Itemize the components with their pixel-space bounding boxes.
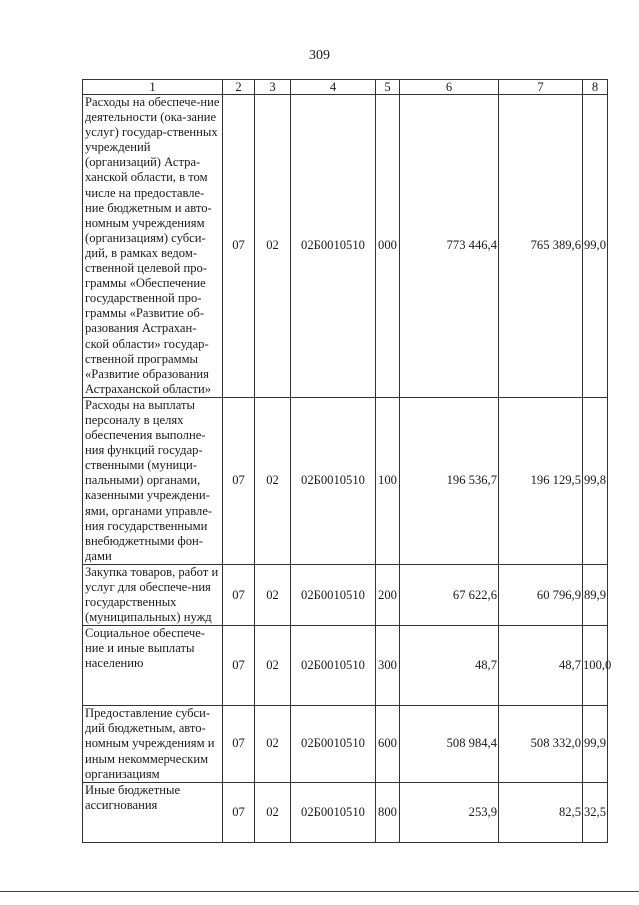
section-cell: 07 (223, 706, 255, 782)
percent-cell: 100,0 (583, 626, 608, 706)
header-cell-3: 3 (255, 80, 291, 95)
header-cell-2: 2 (223, 80, 255, 95)
bottom-rule (0, 891, 639, 892)
percent-cell: 99,9 (583, 706, 608, 782)
table-row (83, 626, 608, 706)
percent-cell: 89,9 (583, 564, 608, 625)
header-cell-1: 1 (83, 80, 223, 95)
planned-amount-cell: 253,9 (400, 782, 499, 842)
executed-amount-cell: 82,5 (499, 782, 583, 842)
header-cell-8: 8 (583, 80, 608, 95)
page-number: 309 (309, 48, 330, 63)
description-cell: Расходы на выплаты персоналу в целях обеспечения выполне-ния функций государ-ственными (муници-пальными) органами, казенными учреждени-ями, органами управле-ния государственными внебюджетными фон-дами (83, 397, 223, 564)
table-row (83, 706, 608, 782)
planned-amount-cell: 773 446,4 (400, 95, 499, 398)
executed-amount-cell: 60 796,9 (499, 564, 583, 625)
expense-type-cell: 300 (376, 626, 400, 706)
planned-amount-cell: 48,7 (400, 626, 499, 706)
percent-cell: 99,0 (583, 95, 608, 398)
planned-amount-cell: 508 984,4 (400, 706, 499, 782)
section-cell: 07 (223, 626, 255, 706)
executed-amount-cell: 48,7 (499, 626, 583, 706)
description-cell: Закупка товаров, работ и услуг для обеспече-ния государственных (муниципальных) нужд (83, 564, 223, 625)
header-cell-7: 7 (499, 80, 583, 95)
subsection-cell: 02 (255, 397, 291, 564)
target-article-cell: 02Б0010510 (291, 782, 376, 842)
table-row (83, 397, 608, 564)
target-article-cell: 02Б0010510 (291, 564, 376, 625)
table-body (83, 79, 612, 843)
planned-amount-cell: 196 536,7 (400, 397, 499, 564)
subsection-cell: 02 (255, 782, 291, 842)
subsection-cell: 02 (255, 95, 291, 398)
expense-type-cell: 600 (376, 706, 400, 782)
budget-table (82, 79, 612, 843)
target-article-cell: 02Б0010510 (291, 95, 376, 398)
table-row (83, 782, 608, 842)
subsection-cell: 02 (255, 564, 291, 625)
executed-amount-cell: 508 332,0 (499, 706, 583, 782)
executed-amount-cell: 196 129,5 (499, 397, 583, 564)
description-cell: Предоставление субси-дий бюджетным, авто-номным учреждениям и иным некоммерческим организациям (83, 706, 223, 782)
percent-cell: 99,8 (583, 397, 608, 564)
description-cell: Иные бюджетные ассигнования (83, 782, 223, 842)
target-article-cell: 02Б0010510 (291, 626, 376, 706)
description-cell: Расходы на обеспече-ние деятельности (ока-зание услуг) государ-ственных учреждений (организаций) Астра-ханской области, в том числе на предоставле-ние бюджетным и авто-номным учреждениям (организациям) субси-дий, в рамках ведом-ственной целевой про-граммы «Обеспечение государственной про-граммы «Развитие об-разования Астрахан-ской области» государ-ственной программы «Развитие образования Астраханской области» (83, 95, 223, 398)
executed-amount-cell: 765 389,6 (499, 95, 583, 398)
section-cell: 07 (223, 564, 255, 625)
description-cell: Социальное обеспече-ние и иные выплаты населению (83, 626, 223, 706)
expense-type-cell: 800 (376, 782, 400, 842)
table-row (83, 95, 608, 398)
percent-cell: 32,5 (583, 782, 608, 842)
section-cell: 07 (223, 397, 255, 564)
expense-type-cell: 100 (376, 397, 400, 564)
target-article-cell: 02Б0010510 (291, 706, 376, 782)
table-row (83, 564, 608, 625)
table-header-row (83, 80, 608, 95)
section-cell: 07 (223, 782, 255, 842)
section-cell: 07 (223, 95, 255, 398)
expense-type-cell: 000 (376, 95, 400, 398)
subsection-cell: 02 (255, 626, 291, 706)
header-cell-5: 5 (376, 80, 400, 95)
target-article-cell: 02Б0010510 (291, 397, 376, 564)
planned-amount-cell: 67 622,6 (400, 564, 499, 625)
header-cell-4: 4 (291, 80, 376, 95)
subsection-cell: 02 (255, 706, 291, 782)
expense-type-cell: 200 (376, 564, 400, 625)
header-cell-6: 6 (400, 80, 499, 95)
